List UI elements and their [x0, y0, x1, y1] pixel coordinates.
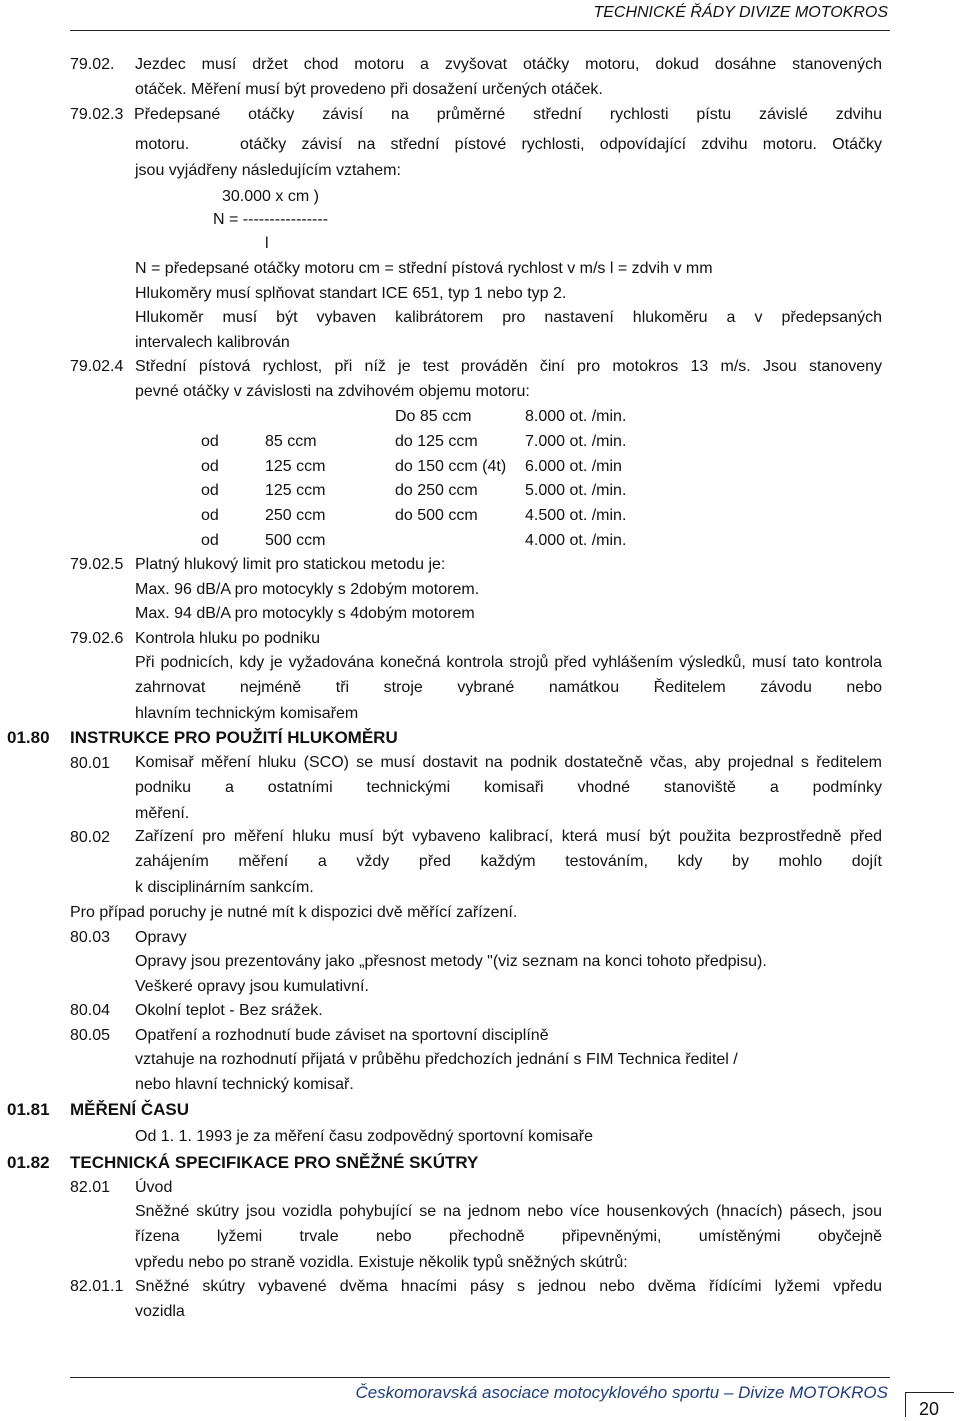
paragraph-line: Sněžné skútry vybavené dvěma hnacími pásy s jednou nebo dvěma řídícími lyžemi vpředu: [135, 1278, 882, 1295]
formula-numerator: 30.000 x cm ): [222, 188, 319, 205]
paragraph-line: Platný hlukový limit pro statickou metodu je:: [135, 556, 446, 573]
paragraph-line: Hlukoměr musí být vybaven kalibrátorem pro nastavení hlukoměru a v předepsaných: [135, 309, 882, 326]
paragraph-line: vozidla: [135, 1303, 185, 1320]
section-number: 79.02.6: [70, 630, 124, 647]
heading-title: TECHNICKÁ SPECIFIKACE PRO SNĚŽNÉ SKÚTRY: [70, 1153, 479, 1172]
section-number: 80.04: [70, 1002, 111, 1019]
rpm-value: 8.000 ot. /min.: [525, 408, 627, 425]
rpm-od: od: [201, 458, 219, 475]
rpm-od: od: [201, 507, 219, 524]
section-number: 80.01: [70, 755, 111, 772]
rpm-to: do 250 ccm: [395, 482, 478, 499]
page-number: 20: [918, 1399, 940, 1419]
section-number: 80.03: [70, 929, 111, 946]
heading-number: 01.81: [7, 1100, 50, 1119]
section-number: 80.02: [70, 829, 111, 846]
formula-legend: N = předepsané otáčky motoru cm = střední pístová rychlost v m/s l = zdvih v mm: [135, 260, 713, 277]
section-number: 80.05: [70, 1027, 111, 1044]
paragraph-line: Jezdec musí držet chod motoru a zvyšovat otáčky motoru, dokud dosáhne stanovených: [135, 56, 882, 73]
rpm-od: od: [201, 532, 219, 549]
heading-number: 01.80: [7, 728, 50, 747]
paragraph-line: Max. 96 dB/A pro motocykly s 2dobým motorem.: [135, 581, 480, 598]
paragraph-line: intervalech kalibrován: [135, 334, 290, 351]
heading-title: INSTRUKCE PRO POUŽITÍ HLUKOMĚRU: [70, 728, 398, 747]
rpm-value: 6.000 ot. /min: [525, 458, 622, 475]
paragraph: Při podnicích, kdy je vyžadována konečná kontrola strojů před vyhlášením výsledků, musí tato kontrola zahrnovat nejméně tři stroje vybrané namátkou Ředitelem závodu nebo: [135, 654, 882, 696]
rpm-to: do 125 ccm: [395, 433, 478, 450]
page-header: TECHNICKÉ ŘÁDY DIVIZE MOTOKROS: [593, 4, 888, 21]
rpm-value: 7.000 ot. /min.: [525, 433, 627, 450]
paragraph-line: Kontrola hluku po podniku: [135, 630, 321, 647]
heading-title: MĚŘENÍ ČASU: [70, 1100, 190, 1119]
rpm-from: 85 ccm: [265, 433, 317, 450]
page-footer: Českomoravská asociace motocyklového sportu – Divize MOTOKROS: [355, 1383, 888, 1402]
section-number: 79.02.5: [70, 556, 124, 573]
paragraph-line: nebo hlavní technický komisař.: [135, 1076, 354, 1093]
paragraph-line: Hlukoměry musí splňovat standart ICE 651, typ 1 nebo typ 2.: [135, 285, 567, 302]
paragraph-line: hlavním technickým komisařem: [135, 705, 359, 722]
paragraph-line: Veškeré opravy jsou kumulativní.: [135, 978, 369, 995]
paragraph-line: Opatření a rozhodnutí bude záviset na sportovní disciplíně: [135, 1027, 549, 1044]
paragraph-line: otáčky závisí na střední pístové rychlosti, odpovídající zdvihu motoru. Otáčky: [240, 136, 882, 153]
section-number: 79.02.3: [70, 106, 124, 123]
rpm-to: Do 85 ccm: [395, 408, 472, 425]
footer-rule: [70, 1377, 890, 1378]
paragraph-line: vztahuje na rozhodnutí přijatá v průběhu předchozích jednání s FIM Technica ředitel /: [135, 1051, 738, 1068]
paragraph-line: Střední pístová rychlost, při níž je test prováděn činí pro motokros 13 m/s. Jsou stanoveny: [135, 358, 882, 375]
rpm-value: 4.000 ot. /min.: [525, 532, 627, 549]
section-number: 79.02.4: [70, 358, 124, 375]
paragraph-line: k disciplinárním sankcím.: [135, 879, 314, 896]
paragraph-line: měření.: [135, 805, 190, 822]
section-number: 79.02.: [70, 56, 115, 73]
paragraph-line: motoru.: [135, 136, 190, 153]
section-title: Opravy: [135, 929, 187, 946]
paragraph-line: Opravy jsou prezentovány jako „přesnost metody "(viz seznam na konci tohoto předpisu).: [135, 953, 767, 970]
paragraph-line: otáček. Měření musí být provedeno při dosažení určených otáček.: [135, 81, 603, 98]
paragraph-line: vpředu nebo po straně vozidla. Existuje několik typů sněžných skútrů:: [135, 1254, 628, 1271]
rpm-from: 500 ccm: [265, 532, 326, 549]
paragraph-line: Předepsané otáčky závisí na průměrné střední rychlosti pístu závislé zdvihu: [134, 106, 882, 123]
rpm-from: 125 ccm: [265, 458, 326, 475]
formula-line: N = ----------------: [213, 211, 329, 228]
paragraph-line: Max. 94 dB/A pro motocykly s 4dobým motorem: [135, 605, 475, 622]
paragraph-line: pevné otáčky v závislosti na zdvihovém objemu motoru:: [135, 383, 530, 400]
rpm-value: 5.000 ot. /min.: [525, 482, 627, 499]
section-number: 82.01.1: [70, 1278, 124, 1295]
header-rule: [70, 30, 890, 31]
rpm-from: 250 ccm: [265, 507, 326, 524]
rpm-value: 4.500 ot. /min.: [525, 507, 627, 524]
rpm-od: od: [201, 482, 219, 499]
rpm-od: od: [201, 433, 219, 450]
heading-number: 01.82: [7, 1153, 50, 1172]
formula-denominator: l: [265, 235, 269, 252]
paragraph-line: Pro případ poruchy je nutné mít k dispozici dvě měřící zařízení.: [70, 904, 518, 921]
paragraph-line: Okolní teplot - Bez srážek.: [135, 1002, 323, 1019]
rpm-to: do 500 ccm: [395, 507, 478, 524]
rpm-from: 125 ccm: [265, 482, 326, 499]
section-title: Úvod: [135, 1179, 173, 1196]
paragraph-line: Od 1. 1. 1993 je za měření času zodpovědný sportovní komisaře: [135, 1128, 594, 1145]
rpm-to: do 150 ccm (4t): [395, 458, 507, 475]
paragraph: Zařízení pro měření hluku musí být vybaveno kalibrací, která musí být použita bezprostředně před zahájením měření a vždy před každým testováním, kdy by mohlo dojít: [135, 828, 882, 870]
paragraph: Komisař měření hluku (SCO) se musí dostavit na podnik dostatečně včas, aby projednal s ředitelem podniku a ostatními technickými komisaři vhodné stanoviště a podmínky: [135, 754, 882, 796]
section-number: 82.01: [70, 1179, 111, 1196]
paragraph: Sněžné skútry jsou vozidla pohybující se na jednom nebo více housenkových (hnacích) pásech, jsou řízena lyžemi trvale nebo přechodně připevněnými, umístěnými obyčejně: [135, 1203, 882, 1245]
paragraph-line: jsou vyjádřeny následujícím vztahem:: [135, 162, 401, 179]
